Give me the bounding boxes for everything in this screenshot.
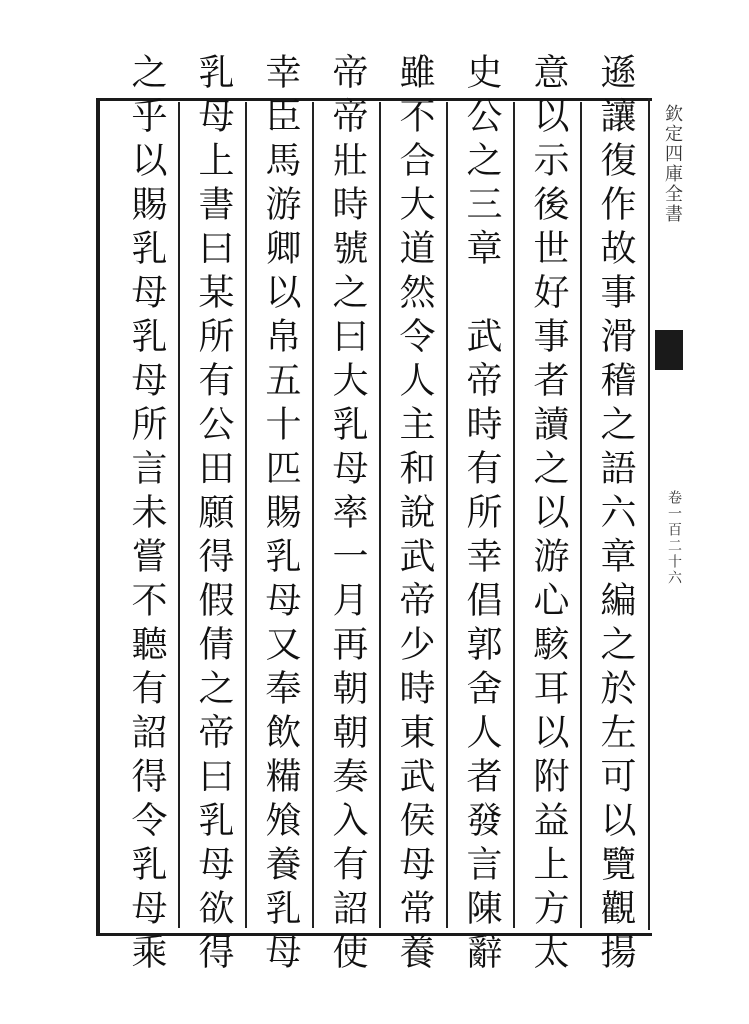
text-column-8: 之乎以賜乳母乳母所言未嘗不聽有詔得令乳母乘 <box>126 53 167 977</box>
text-column-4: 雖不合大道然令人主和說武帝少時東武侯母常養 <box>394 53 435 977</box>
column-rule <box>446 102 448 928</box>
fish-tail-mark <box>655 330 683 370</box>
text-column-3: 史公之三章 武帝時有所幸倡郭舍人者發言陳辭 <box>461 53 502 977</box>
text-column-5: 帝帝壯時號之曰大乳母率一月再朝朝奏入有詔使 <box>327 53 368 977</box>
column-rule <box>245 102 247 928</box>
column-rule <box>379 102 381 928</box>
column-rule <box>312 102 314 928</box>
text-column-7: 乳母上書曰某所有公田願得假倩之帝曰乳母欲得 <box>193 53 234 977</box>
text-column-2: 意以示後世好事者讀之以游心駭耳以附益上方太 <box>528 53 569 977</box>
column-rule <box>178 102 180 928</box>
text-column-6: 幸臣馬游卿以帛五十匹賜乳母又奉飲糒飧養乳母 <box>260 53 301 977</box>
margin-page-number: 卷一百二十六 <box>666 490 682 586</box>
column-rule <box>513 102 515 928</box>
text-column-1: 遜讓復作故事滑稽之語六章編之於左可以覽觀揚 <box>595 53 636 977</box>
margin-title: 欽定四庫全書 <box>662 104 683 224</box>
column-rule <box>580 102 582 928</box>
